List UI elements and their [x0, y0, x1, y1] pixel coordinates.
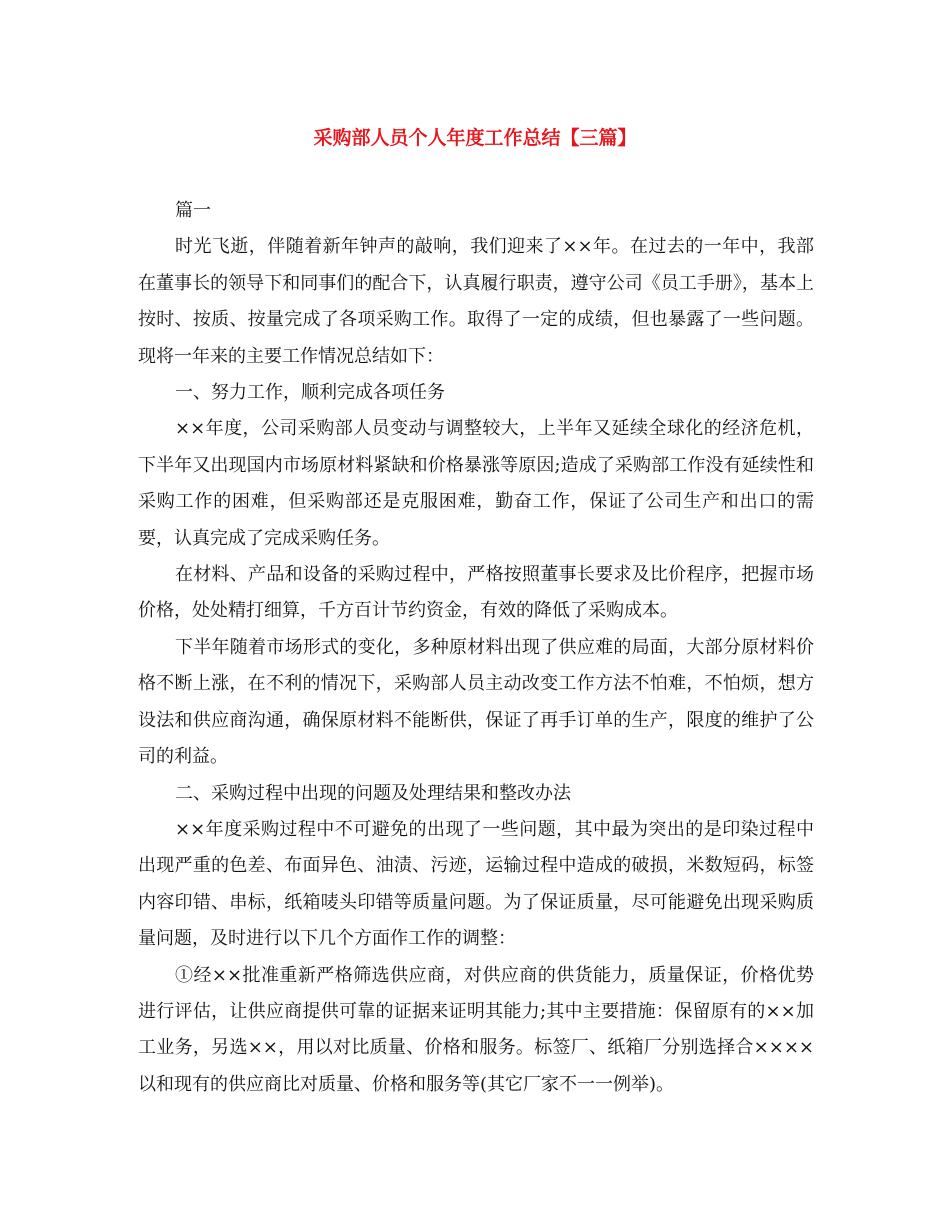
paragraph: ××年度，公司采购部人员变动与调整较大，上半年又延续全球化的经济危机，下半年又出现国内市场原材料紧缺和价格暴涨等原因;造成了采购部工作没有延续性和采购工作的困难，但采购部还是克服困难，勤奋工作，保证了公司生产和出口的需要，认真完成了完成采购任务。 — [138, 418, 814, 549]
paragraph: 在材料、产品和设备的采购过程中，严格按照董事长要求及比价程序，把握市场价格，处处精打细算，千方百计节约资金，有效的降低了采购成本。 — [138, 564, 814, 622]
paragraph: 下半年随着市场形式的变化，多种原材料出现了供应难的局面，大部分原材料价格不断上涨，在不利的情况下，采购部人员主动改变工作方法不怕难，不怕烦，想方设法和供应商沟通，确保原材料不能断供，保证了再手订单的生产，限度的维护了公司的利益。 — [138, 636, 814, 768]
paragraph: ①经××批准重新严格筛选供应商，对供应商的供货能力，质量保证，价格优势进行评估，让供应商提供可靠的证据来证明其能力;其中主要措施：保留原有的××加工业务，另选××，用以对比质量、价格和服务。标签厂、纸箱厂分别选择合××××以和现有的供应商比对质量、价格和服务等(其它厂家不一一例举)。 — [138, 964, 814, 1095]
section-heading-part-one: 篇一 — [175, 200, 211, 221]
section-heading-2: 二、采购过程中出现的问题及处理结果和整改办法 — [175, 782, 571, 804]
document-title: 采购部人员个人年度工作总结【三篇】 — [313, 127, 637, 149]
paragraph-intro: 时光飞逝，伴随着新年钟声的敲响，我们迎来了××年。在过去的一年中，我部在董事长的领导下和同事们的配合下，认真履行职责，遵守公司《员工手册》，基本上按时、按质、按量完成了各项采购工作。取得了一定的成绩，但也暴露了一些问题。现将一年来的主要工作情况总结如下： — [138, 236, 814, 367]
section-heading-1: 一、努力工作，顺利完成各项任务 — [175, 382, 445, 404]
paragraph: ××年度采购过程中不可避免的出现了一些问题，其中最为突出的是印染过程中出现严重的色差、布面异色、油渍、污迹，运输过程中造成的破损，米数短码，标签内容印错、串标，纸箱唛头印错等质量问题。为了保证质量，尽可能避免出现采购质量问题，及时进行以下几个方面作工作的调整： — [138, 818, 814, 950]
document-body — [138, 193, 814, 1103]
